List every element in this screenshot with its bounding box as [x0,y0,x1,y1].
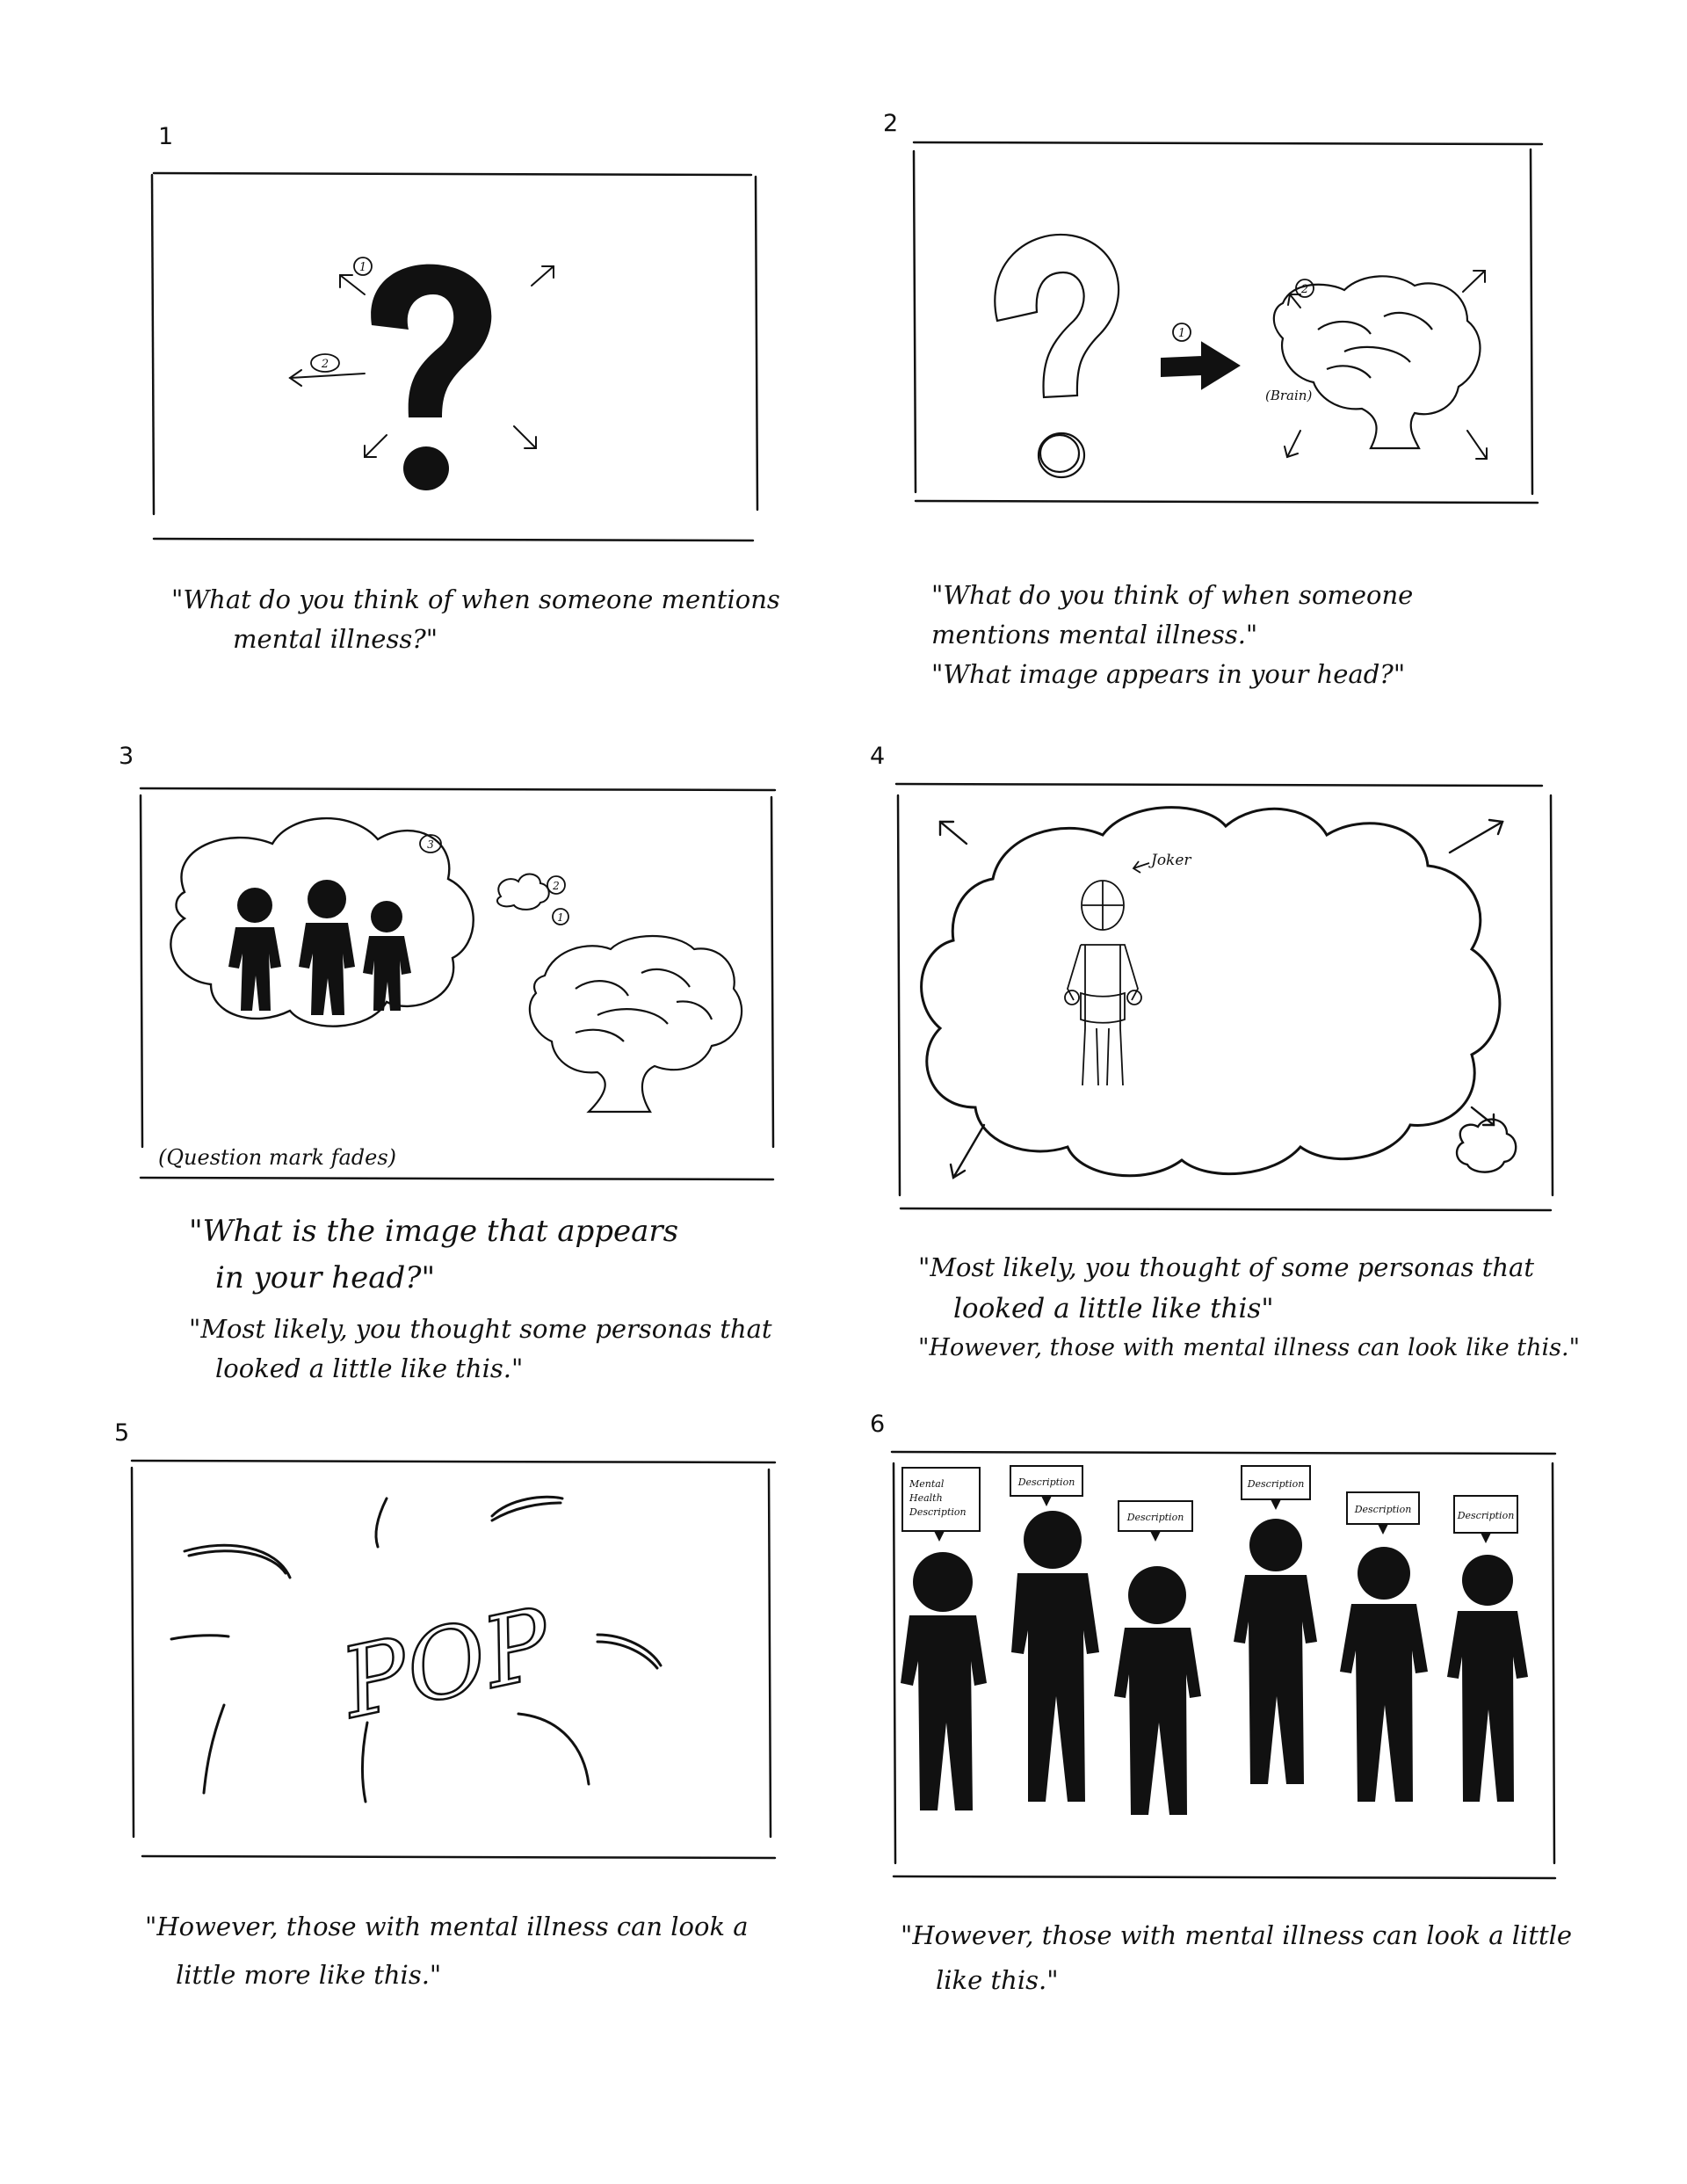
label-arrow [1133,852,1191,873]
speech-bubble [1010,1466,1082,1506]
small-cloud-icon [497,874,549,910]
persona-silhouette [1234,1519,1317,1784]
panel-number: 4 [870,743,886,770]
caption-line: "Most likely, you thought of some personas that [918,1252,1534,1282]
svg-text:Description: Description [1457,1510,1515,1521]
svg-text:1: 1 [1177,327,1186,340]
storyboard-frame-1 [145,163,760,549]
burst-arrows [940,820,1502,1178]
panel-5-caption [145,1907,749,1995]
frame-1-drawing [145,163,760,549]
caption-line: in your head?" [215,1259,436,1295]
caption-line: "Most likely, you thought some personas that [189,1314,772,1345]
svg-text:3: 3 [427,838,434,851]
panel-number: 6 [870,1411,886,1438]
storyboard-frame-3 [132,778,778,1186]
speech-bubble [1347,1492,1419,1535]
step-badge [553,909,568,925]
frame-6-drawing [883,1441,1560,1885]
storyboard-frame-2 [905,132,1546,541]
large-thought-cloud [922,808,1500,1176]
panel-number: 3 [119,743,134,770]
svg-text:2: 2 [321,358,329,371]
panel-number: 1 [158,123,174,150]
svg-text:Mental: Mental [909,1478,945,1490]
caption-line: "What is the image that appears [189,1214,679,1249]
caption-line: "What do you think of when someone mentions [171,584,780,614]
svg-text:Health: Health [909,1492,943,1504]
storyboard-frame-6 [883,1441,1560,1885]
step-badge [1173,323,1191,341]
persona-silhouette [1447,1555,1528,1802]
persona-silhouette [1340,1547,1428,1802]
step-badge [354,258,372,275]
speech-bubble [1454,1496,1517,1543]
caption-line: "However, those with mental illness can look a [145,1912,749,1941]
speech-bubble [1119,1501,1192,1542]
step-badge [311,354,339,372]
svg-text:2: 2 [1300,283,1309,296]
svg-text:1: 1 [557,911,564,924]
storyboard-frame-4 [887,773,1555,1217]
svg-text:Description: Description [1247,1478,1305,1490]
small-cloud-icon [1457,1120,1516,1172]
caption-line: looked a little like this" [953,1292,1274,1324]
panel-number: 5 [114,1419,130,1447]
frame-2-drawing [905,132,1546,541]
svg-text:1: 1 [358,261,367,274]
persona-silhouettes [901,1511,1528,1815]
svg-text:Description: Description [1354,1504,1412,1515]
speech-bubble [902,1468,980,1542]
joker-figure [1065,881,1141,1085]
panel-2-caption [931,576,1413,694]
caption-line: mental illness?" [233,623,438,654]
panel-3-caption [189,1208,772,1389]
svg-text:Description: Description [1126,1512,1184,1523]
arrow-right-icon [1162,343,1239,388]
storyboard-frame-5 [123,1450,778,1863]
pop-text: POP [332,1586,561,1740]
caption-line: little more like this." [176,1959,442,1990]
step-badge [547,876,565,894]
burst-arrows [1285,271,1487,459]
caption-line: looked a little like this." [215,1353,524,1384]
caption-line: like this." [936,1964,1059,1995]
panel-number: 2 [883,110,899,137]
caption-line: "However, those with mental illness can look a little [901,1920,1573,1950]
caption-line: mentions mental illness." [931,619,1258,649]
brain-label: (Brain) [1265,388,1313,403]
frame-3-drawing [132,778,778,1186]
panel-1-caption [171,580,780,659]
persona-silhouettes [228,880,411,1015]
question-mark-outline-icon [995,235,1119,477]
persona-silhouette [1011,1511,1099,1802]
caption-line: "What do you think of when someone [931,580,1414,610]
svg-text:Description: Description [1017,1477,1075,1488]
persona-silhouette [1114,1566,1201,1815]
panel-4-caption [918,1248,1580,1367]
question-mark-icon [371,265,491,490]
frame-4-drawing [887,773,1555,1217]
frame-5-drawing [123,1450,778,1863]
caption-line: "What image appears in your head?" [931,658,1406,689]
joker-label: Joker [1151,852,1191,869]
svg-text:Description: Description [909,1506,967,1518]
speech-bubble [1242,1466,1310,1510]
caption-line: "However, those with mental illness can look like this." [918,1333,1581,1361]
brain-icon [530,936,742,1112]
brain-icon [1274,276,1481,448]
fade-note: (Question mark fades) [158,1145,397,1170]
svg-text:2: 2 [553,880,560,892]
panel-6-caption [901,1916,1572,2000]
persona-silhouette [901,1552,987,1810]
